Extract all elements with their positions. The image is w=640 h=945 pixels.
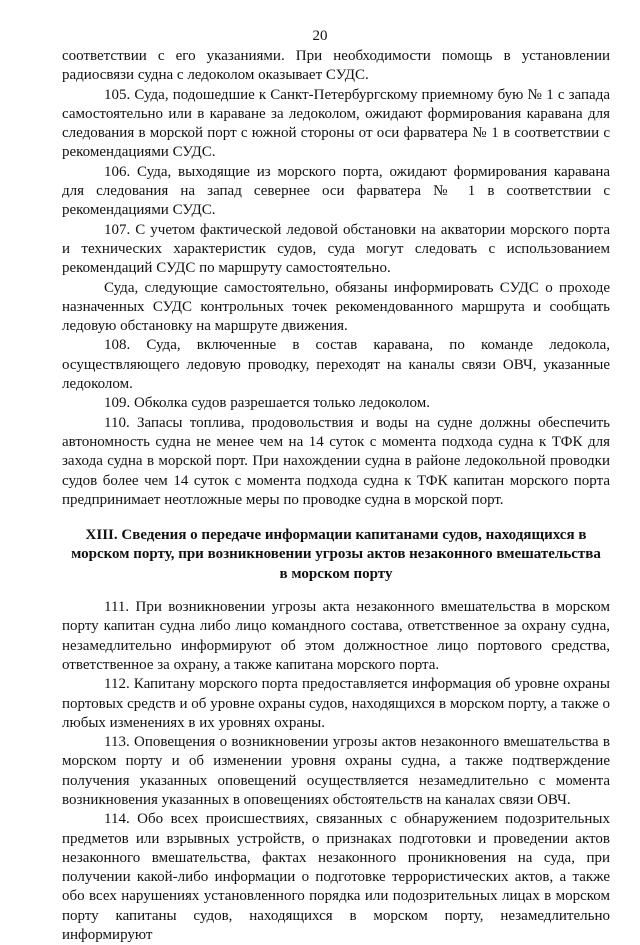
paragraph-107-notice: Суда, следующие самостоятельно, обязаны информировать СУДС о проходе назначенных СУДС контрольных точек рекомендованного маршрута и сообщать ледовую обстановку на маршруте движения. [62, 279, 610, 335]
paragraph-109: 109. Обколка судов разрешается только ледоколом. [104, 395, 430, 412]
paragraph-110: 110. Запасы топлива, продовольствия и воды на судне должны обеспечить автономность судна не менее чем на 14 суток с момента подхода судна к ТФК для захода судна в морской порт. При нахождении судна в районе ледокольной проводки судов более чем 14 суток с момента подхода судна к ТФК капитан морского порта предпринимает неотложные меры по проводке судна в морской порт. [62, 414, 610, 508]
paragraph-105: 105. Суда, подошедшие к Санкт-Петербургскому приемному бую № 1 с запада самостоятельно или в караване за ледоколом, ожидают формирования каравана для следования в морской порт с южной стороны от оси фарватера № 1 в соответствии с рекомендациями СУДС. [62, 86, 610, 161]
paragraph-106: 106. Суда, выходящие из морского порта, ожидают формирования каравана для следования на запад севернее оси фарватера № 1 в соответствии с рекомендациями СУДС. [62, 163, 610, 219]
paragraph-111: 111. При возникновении угрозы акта незаконного вмешательства в морском порту капитан судна либо лицо командного состава, ответственное за охрану судна, незамедлительно информируют об этом должностное лицо портового средства, ответственное за охрану, а также капитана морского порта. [62, 599, 610, 673]
document-body [62, 47, 610, 945]
paragraph-113: 113. Оповещения о возникновении угрозы актов незаконного вмешательства в морском порту и об изменении уровня охраны судна, а также подтверждение получения указанных оповещений осуществляется незамедлительно с момента возникновения указанных в оповещениях обстоятельств на каналах связи ОВЧ. [62, 734, 610, 808]
paragraph-114: 114. Обо всех происшествиях, связанных с обнаружением подозрительных предметов или взрывных устройств, о признаках подготовки и проведении актов незаконного вмешательства, фактах незаконного проникновения на суда, при получении какой-либо информации о подготовке террористических актов, а также обо всех нарушениях установленного порядка или подозрительных лицах в морском порту капитаны судов, находящихся в морском порту, незамедлительно информируют [62, 811, 610, 944]
paragraph-112: 112. Капитану морского порта предоставляется информация об уровне охраны портовых средств и об уровне охраны судов, находящихся в морском порту, а также о любых изменениях в их уровнях охраны. [62, 676, 610, 731]
page-number: 20 [312, 28, 328, 44]
paragraph-continuation: соответствии с его указаниями. При необходимости помощь в установлении радиосвязи судна с ледоколом оказывает СУДС. [62, 48, 610, 84]
paragraph-107: 107. С учетом фактической ледовой обстановки на акватории морского порта и технических характеристик судов, суда могут следовать с использованием рекомендаций СУДС по маршруту самостоятельно. [62, 221, 610, 277]
paragraph-108: 108. Суда, включенные в состав каравана, по команде ледокола, осуществляющего ледовую проводку, переходят на каналы связи ОВЧ, указанные ледоколом. [62, 337, 610, 393]
section-title: XIII. Сведения о передаче информации капитанами судов, находящихся в морском порту, при возникновении угрозы актов незаконного вмешательства в морском порту [71, 527, 601, 582]
